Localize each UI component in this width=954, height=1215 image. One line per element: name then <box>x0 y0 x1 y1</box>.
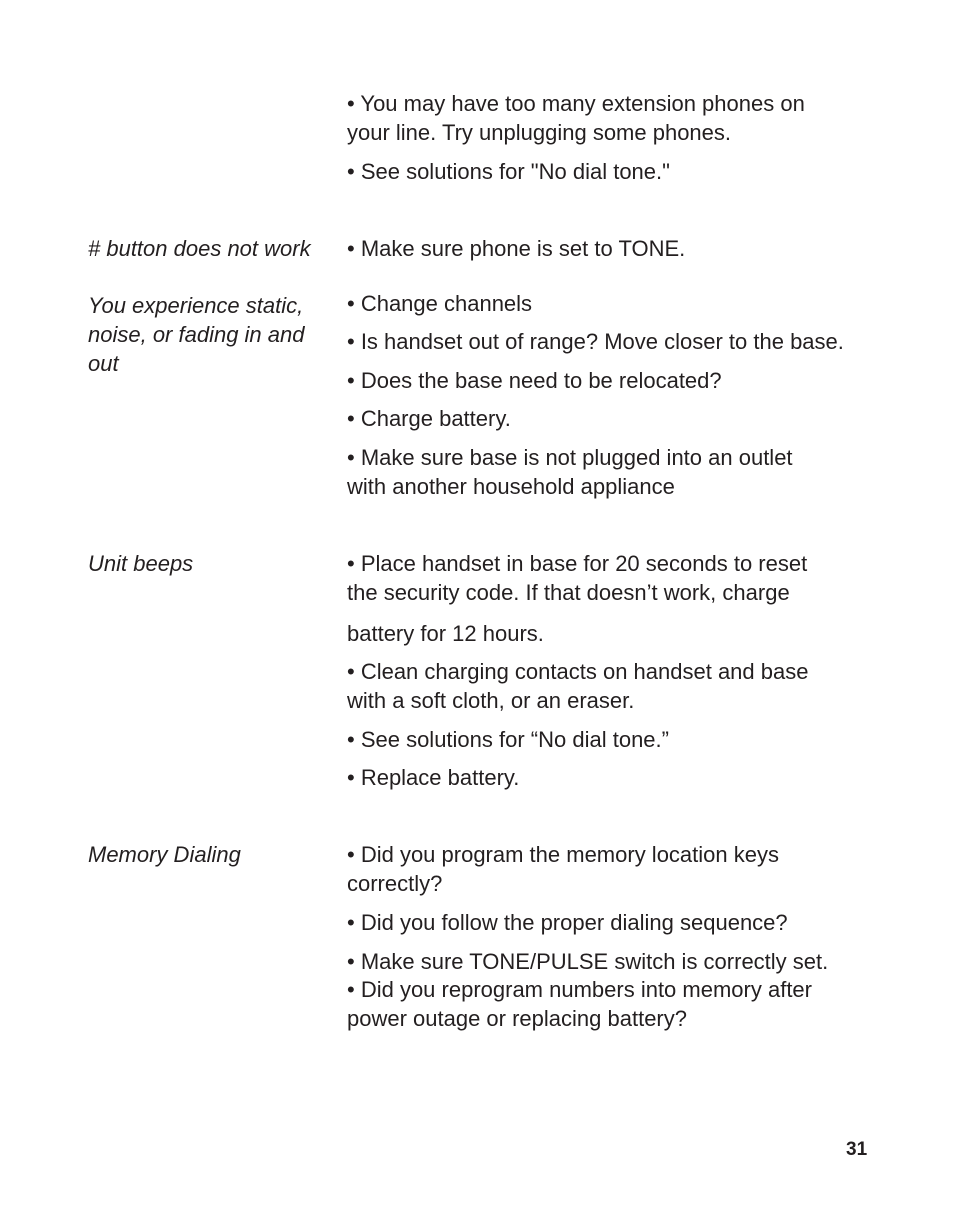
solution-text: your line. Try unplugging some phones. <box>347 120 732 145</box>
solution-text: • Does the base need to be relocated? <box>347 368 722 393</box>
solution-text: • Make sure phone is set to TONE. <box>347 236 686 261</box>
problem-label: out <box>88 351 119 376</box>
solution-text: • Clean charging contacts on handset and base <box>347 659 809 684</box>
problem-label: # button does not work <box>88 236 311 261</box>
page-number: 31 <box>846 1139 868 1160</box>
solution-text: • Did you reprogram numbers into memory after <box>347 977 812 1002</box>
problem-label: noise, or fading in and <box>88 322 305 347</box>
solution-text: • See solutions for "No dial tone." <box>347 159 670 184</box>
solution-text: with a soft cloth, or an eraser. <box>347 688 635 713</box>
solution-text: • Place handset in base for 20 seconds to reset <box>347 551 808 576</box>
problem-label: Memory Dialing <box>88 842 241 867</box>
solution-text: • Replace battery. <box>347 765 520 790</box>
solution-text: power outage or replacing battery? <box>347 1006 687 1031</box>
solution-text: with another household appliance <box>347 474 675 499</box>
problem-label: Unit beeps <box>88 551 194 576</box>
problem-label: You experience static, <box>88 293 304 318</box>
solution-text: • Make sure base is not plugged into an outlet <box>347 445 793 470</box>
solution-text: the security code. If that doesn’t work, charge <box>347 580 790 605</box>
solution-text: • You may have too many extension phones on <box>347 91 805 116</box>
solution-text: • Make sure TONE/PULSE switch is correctly set. <box>347 949 829 974</box>
solution-text: • Did you follow the proper dialing sequence? <box>347 910 788 935</box>
solution-text: battery for 12 hours. <box>347 621 544 646</box>
solution-text: • Change channels <box>347 291 533 316</box>
solution-text: • Is handset out of range? Move closer to the base. <box>347 329 844 354</box>
solution-text: • Charge battery. <box>347 406 511 431</box>
solution-text: correctly? <box>347 871 443 896</box>
solution-text: • Did you program the memory location keys <box>347 842 779 867</box>
solution-text: • See solutions for “No dial tone.” <box>347 727 669 752</box>
